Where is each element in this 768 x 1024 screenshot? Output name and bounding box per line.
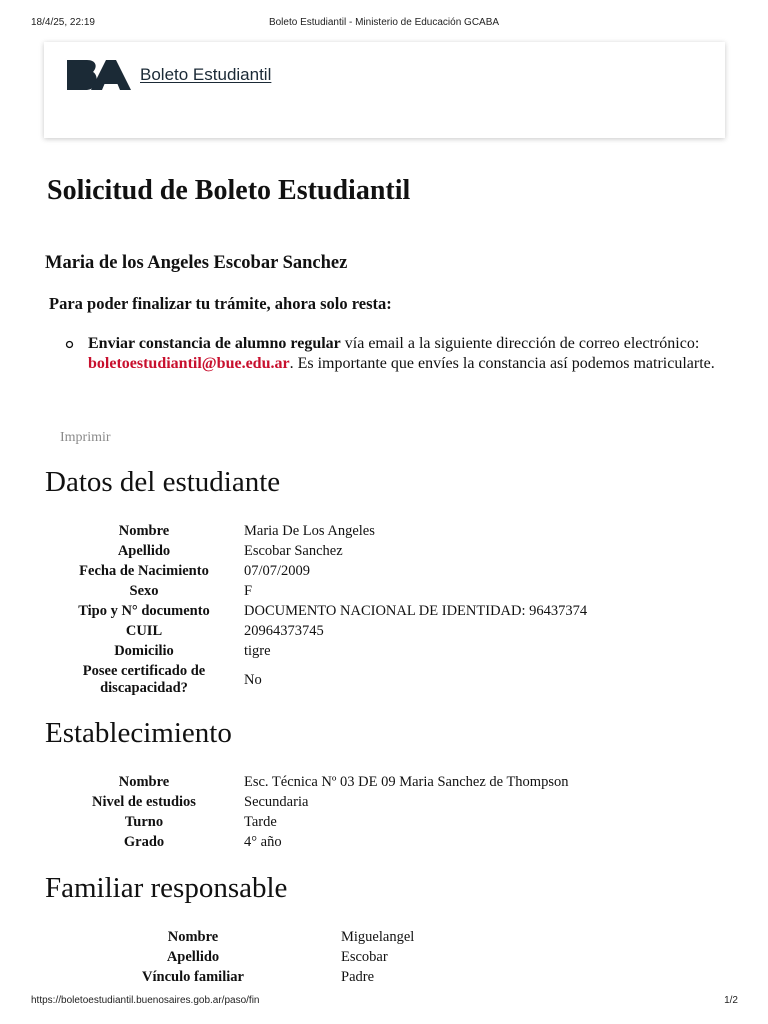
field-label: Tipo y N° documento bbox=[78, 602, 210, 619]
table-row bbox=[63, 812, 568, 832]
field-label: Grado bbox=[123, 833, 165, 850]
print-button[interactable]: Imprimir bbox=[60, 430, 111, 445]
task-strong: Enviar constancia de alumno regular bbox=[88, 335, 341, 352]
print-doc-title: Boleto Estudiantil - Ministerio de Educación GCABA bbox=[268, 17, 500, 28]
field-value: Secundaria bbox=[244, 793, 309, 810]
table-row bbox=[112, 927, 414, 947]
student-fullname: Maria de los Angeles Escobar Sanchez bbox=[45, 253, 348, 273]
family-section-title: Familiar responsable bbox=[45, 872, 288, 904]
ba-logo-icon[interactable] bbox=[66, 58, 132, 92]
field-label: Sexo bbox=[129, 582, 159, 599]
field-value: No bbox=[244, 671, 262, 688]
table-row bbox=[63, 621, 587, 641]
field-label: Nivel de estudios bbox=[92, 793, 196, 810]
field-value: Esc. Técnica Nº 03 DE 09 Maria Sanchez de Thompson bbox=[244, 773, 569, 790]
table-row bbox=[63, 832, 568, 852]
school-section-title: Establecimiento bbox=[45, 717, 232, 749]
field-value: DOCUMENTO NACIONAL DE IDENTIDAD: 96437374 bbox=[244, 602, 588, 619]
task-text-before: vía email a la siguiente dirección de correo electrónico: bbox=[340, 335, 700, 352]
field-value: F bbox=[244, 582, 253, 599]
field-label: Apellido bbox=[166, 948, 220, 965]
field-value: 4° año bbox=[244, 833, 282, 850]
school-data-table bbox=[63, 772, 568, 852]
field-label: Vínculo familiar bbox=[142, 968, 244, 985]
table-row bbox=[63, 601, 587, 621]
print-datetime: 18/4/25, 22:19 bbox=[31, 17, 95, 28]
field-value: Tarde bbox=[244, 813, 277, 830]
page-title: Solicitud de Boleto Estudiantil bbox=[47, 175, 411, 206]
print-header bbox=[0, 17, 768, 31]
field-value: Escobar bbox=[341, 948, 388, 965]
field-value: Maria De Los Angeles bbox=[244, 522, 375, 539]
table-row bbox=[63, 661, 587, 699]
print-page-number: 1/2 bbox=[724, 995, 738, 1006]
circle-bullet-icon bbox=[65, 340, 74, 349]
table-row bbox=[63, 561, 587, 581]
field-value: Miguelangel bbox=[341, 928, 415, 945]
table-row bbox=[63, 521, 587, 541]
field-label: Domicilio bbox=[114, 642, 174, 659]
table-row bbox=[63, 772, 568, 792]
field-label: Nombre bbox=[118, 773, 170, 790]
field-label: Turno bbox=[124, 813, 164, 830]
table-row bbox=[112, 967, 414, 987]
task-item bbox=[88, 334, 728, 374]
table-row bbox=[63, 541, 587, 561]
field-value: tigre bbox=[244, 642, 271, 659]
field-value: Padre bbox=[341, 968, 375, 985]
field-value: 20964373745 bbox=[244, 622, 324, 639]
site-header bbox=[44, 42, 725, 138]
task-text-after: . Es importante que envíes la constancia así podemos matricularte. bbox=[289, 355, 715, 372]
field-label: Fecha de Nacimiento bbox=[79, 562, 209, 579]
table-row bbox=[63, 641, 587, 661]
field-label: CUIL bbox=[125, 622, 163, 639]
field-label: Nombre bbox=[118, 522, 170, 539]
field-value: 07/07/2009 bbox=[244, 562, 311, 579]
family-data-table bbox=[112, 927, 414, 987]
instructions-text: Para poder finalizar tu trámite, ahora solo resta: bbox=[49, 294, 392, 313]
brand-link[interactable]: Boleto Estudiantil bbox=[140, 65, 272, 84]
table-row bbox=[63, 792, 568, 812]
field-label: Nombre bbox=[167, 928, 219, 945]
table-row bbox=[63, 581, 587, 601]
field-label: Posee certificado de discapacidad? bbox=[82, 663, 206, 696]
table-row bbox=[112, 947, 414, 967]
field-value: Escobar Sanchez bbox=[244, 542, 343, 559]
student-data-table bbox=[63, 521, 587, 699]
print-footer bbox=[0, 995, 768, 1009]
print-url: https://boletoestudiantil.buenosaires.gob.ar/paso/fin bbox=[31, 995, 260, 1006]
field-label: Apellido bbox=[117, 542, 171, 559]
student-section-title: Datos del estudiante bbox=[45, 466, 281, 498]
email-link[interactable]: boletoestudiantil@bue.edu.ar bbox=[88, 355, 290, 372]
